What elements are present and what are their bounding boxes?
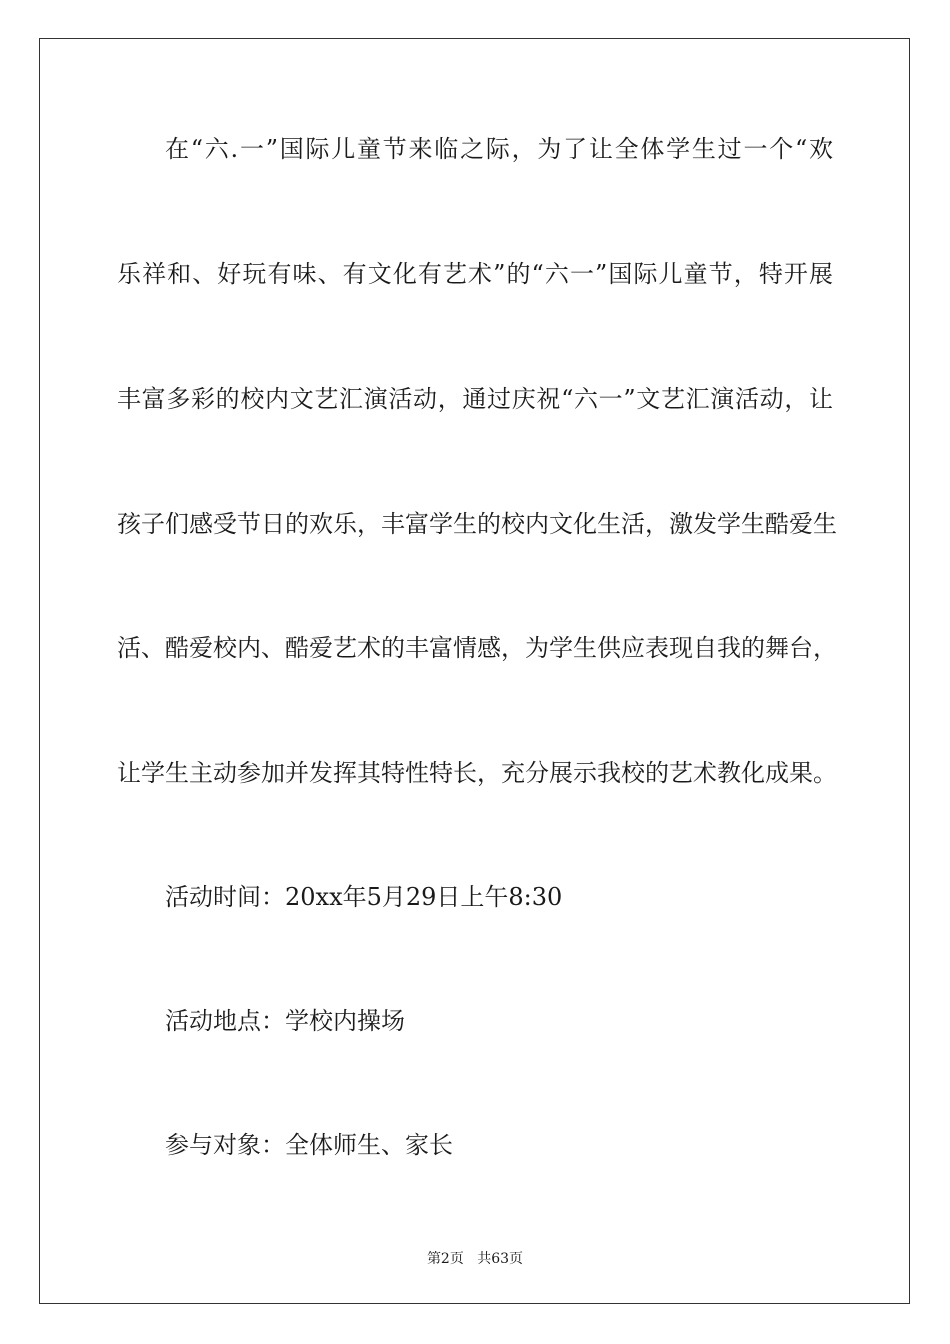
paragraph-line-3: 丰富多彩的校内文艺汇演活动，通过庆祝“六一”文艺汇演活动，让: [117, 385, 833, 413]
participants: 参与对象：全体师生、家长: [165, 1131, 453, 1159]
paragraph-line-5: 活、酷爱校内、酷爱艺术的丰富情感，为学生供应表现自我的舞台，: [117, 634, 837, 662]
page-number: 第2页: [426, 1251, 464, 1267]
paragraph-line-6: 让学生主动参加并发挥其特性特长，充分展示我校的艺术教化成果。: [117, 759, 837, 787]
paragraph-line-4: 孩子们感受节日的欢乐，丰富学生的校内文化生活，激发学生酷爱生: [117, 510, 837, 538]
activity-place: 活动地点：学校内操场: [165, 1007, 405, 1035]
total-pages: 共63页: [477, 1251, 524, 1267]
activity-time: 活动时间：20xx年5月29日上午8:30: [165, 883, 563, 911]
paragraph-line-1: 在“六.一”国际儿童节来临之际，为了让全体学生过一个“欢: [165, 135, 833, 163]
page-border: [39, 38, 910, 1304]
page-footer: [0, 1248, 950, 1268]
paragraph-line-2: 乐祥和、好玩有味、有文化有艺术”的“六一”国际儿童节，特开展: [117, 260, 833, 288]
